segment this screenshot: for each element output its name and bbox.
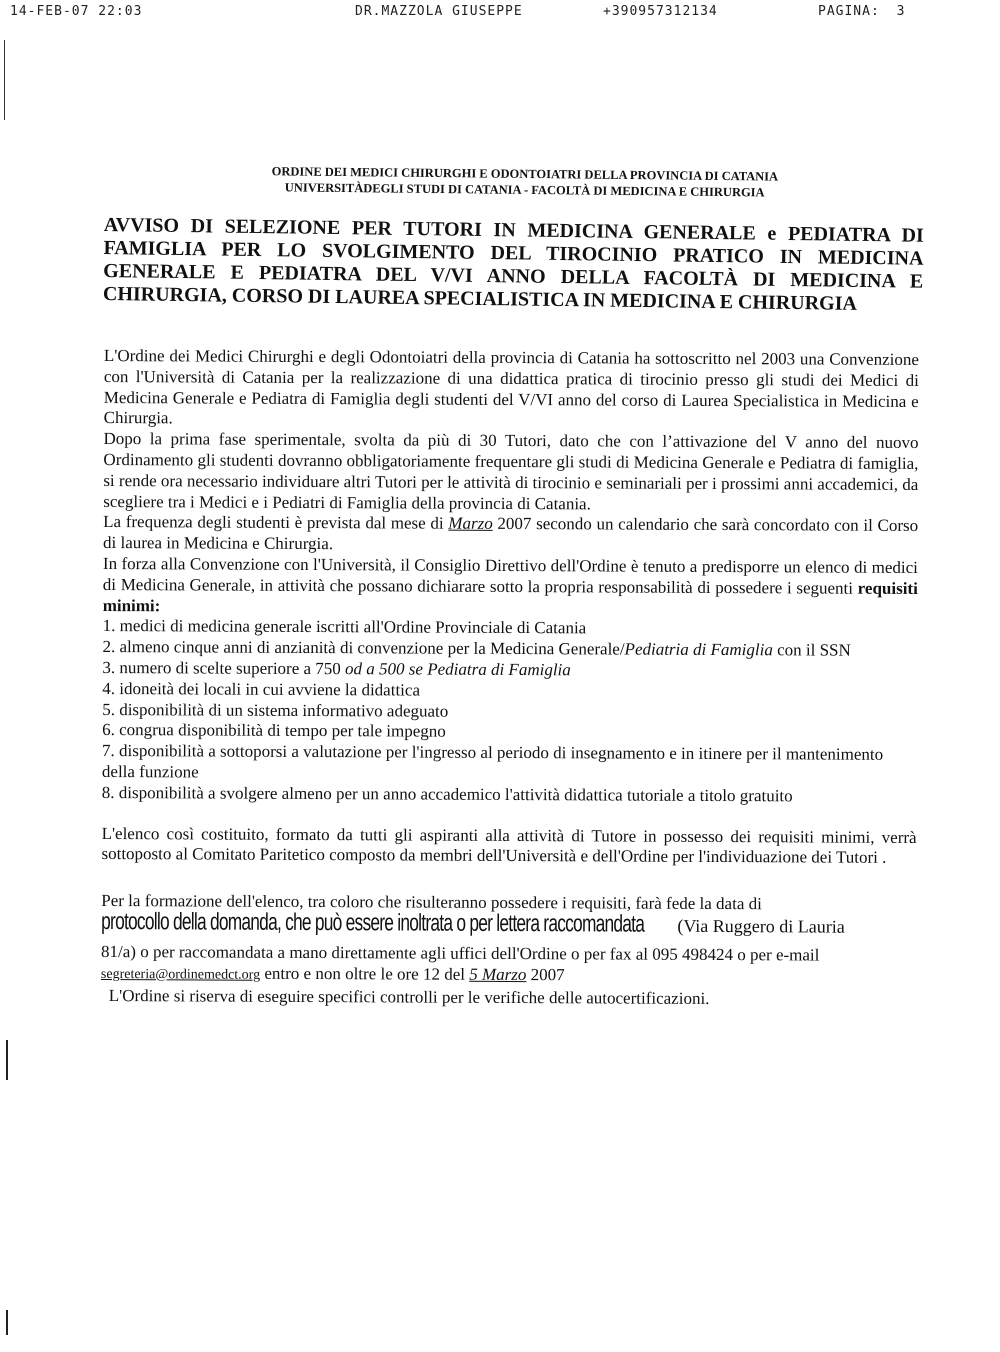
submission-deadline-text: entro e non oltre le ore 12 del <box>264 963 466 984</box>
submission-deadline-date: 5 Marzo <box>469 964 527 984</box>
requirement-text: con il SSN <box>777 640 851 660</box>
fax-page-number: 3 <box>896 4 906 19</box>
requirement-text: 2. almeno cinque anni di anzianità di convenzione per la Medicina Generale/ <box>102 637 625 659</box>
requirements-intro-text: In forza alla Convenzione con l'Università, il Consiglio Direttivo dell'Ordine è tenuto a predisporre un elenco di medici di Medicina Generale, in attività che possano dichiarare sotto la propria responsabilità di possedere i seguenti <box>102 553 918 598</box>
requirement-item: 5. disponibilità di un sistema informativo adeguato <box>102 699 449 721</box>
paragraph-closing: L'Ordine si riserva di eseguire specifici controlli per le verifiche delle autocertificazioni. <box>108 985 710 1008</box>
requirement-text: 3. numero di scelte superiore a 750 <box>102 657 341 679</box>
fax-page-label: PAGINA: <box>818 4 880 19</box>
requirements-heading: requisiti minimi: <box>102 578 918 615</box>
fax-page <box>818 4 905 19</box>
requirements-list <box>102 616 918 807</box>
paragraph-requirements-intro <box>103 554 918 620</box>
paragraph-submission-cont <box>101 942 916 990</box>
requirement-item: 4. idoneità dei locali in cui avviene la didattica <box>102 678 421 700</box>
fax-header <box>10 4 980 24</box>
document-body <box>101 346 919 1010</box>
submission-email-link[interactable]: segreteria@ordinemedct.org <box>100 966 261 983</box>
institution-header <box>245 163 805 201</box>
paragraph-attendance <box>103 512 918 558</box>
submission-deadline-year: 2007 <box>530 964 565 984</box>
submission-large-line <box>101 907 916 946</box>
scan-margin-mark <box>6 1310 8 1335</box>
fax-phone: +390957312134 <box>603 4 718 19</box>
institution-line-2: UNIVERSITÀDEGLI STUDI DI CATANIA - FACOLTÀ DI MEDICINA E CHIRURGIA <box>284 180 765 200</box>
paragraph-submission: Per la formazione dell'elenco, tra coloro che risulteranno possedere i requisiti, farà fede la data di <box>101 891 762 914</box>
requirement-item: 7. disponibilità a sottoporsi a valutazione per l'ingresso al periodo di insegnamento e in itinere per il mantenimento della funzione <box>101 741 884 782</box>
requirement-italic: Pediatria di Famiglia <box>624 639 773 660</box>
submission-fax-text: 81/a) o per raccomandata a mano direttamente agli uffici dell'Ordine o per fax al 095 498424 o per e-mail <box>100 941 820 965</box>
paragraph-list-review: L'elenco così costituito, formato da tutti gli aspiranti alla attività di Tutore in possesso dei requisiti minimi, verrà sottoposto al Comitato Paritetico composto da membri dell'Università e dell'Ordine per l'individuazione dei Tutori . <box>101 823 917 868</box>
notice-title: AVVISO DI SELEZIONE PER TUTORI IN MEDICINA GENERALE e PEDIATRA DI FAMIGLIA PER LO SVOLGIMENTO DEL TIROCINIO PRATICO IN MEDICINA GENERALE E PEDIATRA DEL V/VI ANNO DELLA FACOLTÀ DI MEDICINA E CHIRURGIA, CORSO DI LAUREA SPECIALISTICA IN MEDICINA E CHIRURGIA <box>102 214 924 315</box>
requirement-item: 8. disponibilità a svolgere almeno per un anno accademico l'attività didattica tutoriale a titolo gratuito <box>101 782 793 806</box>
submission-address-text: (Via Ruggero di Lauria <box>677 915 845 937</box>
requirement-item: 6. congrua disponibilità di tempo per tale impegno <box>102 720 446 742</box>
paragraph-convention: L'Ordine dei Medici Chirurghi e degli Odontoiatri della provincia di Catania ha sottoscritto nel 2003 una Convenzione con l'Università di Catania per la realizzazione di una didattica pratica di tirocinio presso gli studi dei Medici di Medicina Generale e Pediatra di Famiglia degli studenti del V/VI anno del corso di Laurea Specialistica in Medicina e Chirurgia. <box>103 346 919 428</box>
scan-margin-mark <box>6 1040 8 1080</box>
scan-margin-line <box>4 40 5 120</box>
paragraph-first-phase: Dopo la prima fase sperimentale, svolta da più di 30 Tutori, dato che con l’attivazione del V anno del nuovo Ordinamento gli studenti dovranno obbligatoriamente frequentare gli studi di Medicina Generale e Pediatra di famiglia, si rende ora necessario individuare altri Tutori per le attività di tirocinio e seminariali per i prossimi anni accademici, da scegliere tra i Medici e i Pediatri di Famiglia della provincia di Catania. <box>103 429 919 513</box>
submission-protocol-text: protocollo della domanda, che può essere inoltrata o per lettera raccomandata <box>101 907 645 938</box>
attendance-month: Marzo <box>448 514 493 534</box>
attendance-text: La frequenza degli studenti è prevista dal mese di <box>103 512 444 534</box>
requirement-item: 1. medici di medicina generale iscritti all'Ordine Provinciale di Catania <box>102 616 587 638</box>
institution-line-1: ORDINE DEI MEDICI CHIRURGHI E ODONTOIATRI DELLA PROVINCIA DI CATANIA <box>271 164 779 184</box>
fax-date: 14-FEB-07 22:03 <box>10 4 143 19</box>
fax-sender: DR.MAZZOLA GIUSEPPE <box>355 4 523 19</box>
attendance-text-2: 2007 secondo un calendario che sarà concordato con il Corso di laurea in Medicina e Chirurgia. <box>102 514 919 554</box>
requirement-italic: od a 500 se Pediatra di Famiglia <box>345 659 571 680</box>
